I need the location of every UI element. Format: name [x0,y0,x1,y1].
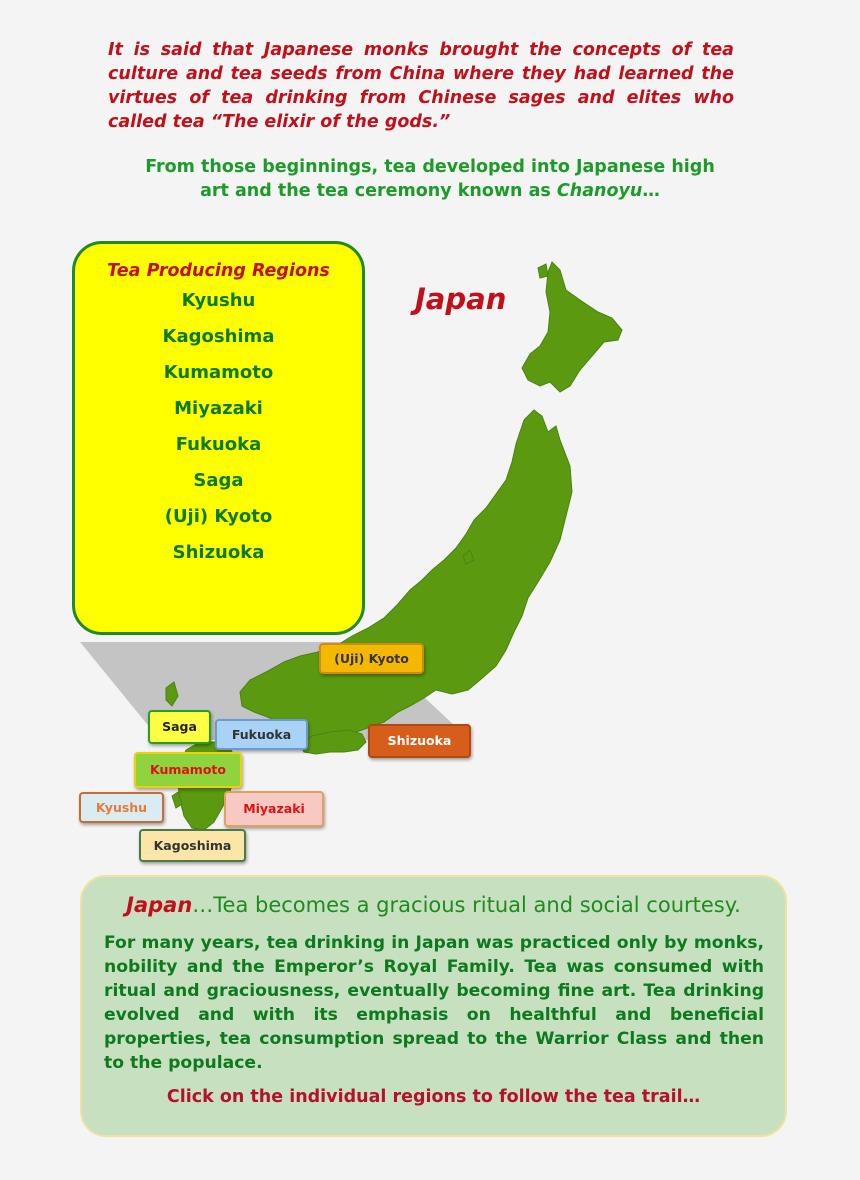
subtitle-emphasis: Chanoyu [556,181,643,201]
region-list-item-saga: Saga [193,470,244,491]
subtitle-text: From those beginnings, tea developed into Japanese high art and the tea ceremony known as [145,157,715,201]
regions-title: Tea Producing Regions [107,261,330,281]
tea-trail-link[interactable]: Click on the individual regions to follow the tea trail… [166,1087,701,1107]
region-list-item-shizuoka: Shizuoka [172,542,265,563]
region-tag-kyoto[interactable]: (Uji) Kyoto [319,643,424,674]
region-list-item-kyoto: (Uji) Kyoto [164,506,273,527]
subtitle-suffix: … [642,181,660,201]
info-body: For many years, tea drinking in Japan was practiced only by monks, nobility and the Emperor’s Royal Family. Tea was consumed with ritual and graciousness, eventually becoming fine art. Tea drinking evolved and with its emphasis on healthful and beneficial properties, tea consumption spread to the Warrior Class and then to the populace. [104,933,764,1073]
tea-regions-panel [72,241,365,635]
info-heading [82,893,785,917]
region-tag-shizuoka[interactable]: Shizuoka [368,724,471,758]
region-list-item-miyazaki: Miyazaki [174,398,263,419]
region-list-item-kumamoto: Kumamoto [163,362,274,383]
map-title: Japan [415,282,507,316]
hokkaido-island [522,262,622,392]
intro-paragraph: It is said that Japanese monks brought the concepts of tea culture and tea seeds from China where they had learned the virtues of tea drinking from Chinese sages and elites who called tea “The elixir of the gods.” [108,40,734,132]
region-list-item-kyushu: Kyushu [181,290,256,311]
info-panel [80,875,787,1137]
info-heading-rest: …Tea becomes a gracious ritual and social courtesy. [192,893,741,917]
region-tag-saga[interactable]: Saga [148,710,211,744]
region-tag-kumamoto[interactable]: Kumamoto [134,752,242,788]
info-heading-country: Japan [126,893,193,917]
region-tag-kagoshima[interactable]: Kagoshima [139,829,246,862]
region-tag-kyushu[interactable]: Kyushu [79,792,164,823]
region-list-item-fukuoka: Fukuoka [175,434,262,455]
region-tag-miyazaki[interactable]: Miyazaki [224,791,324,827]
region-list-item-kagoshima: Kagoshima [162,326,275,347]
region-tag-fukuoka[interactable]: Fukuoka [215,719,308,750]
regions-list [75,283,362,571]
kuril-island [538,264,548,278]
